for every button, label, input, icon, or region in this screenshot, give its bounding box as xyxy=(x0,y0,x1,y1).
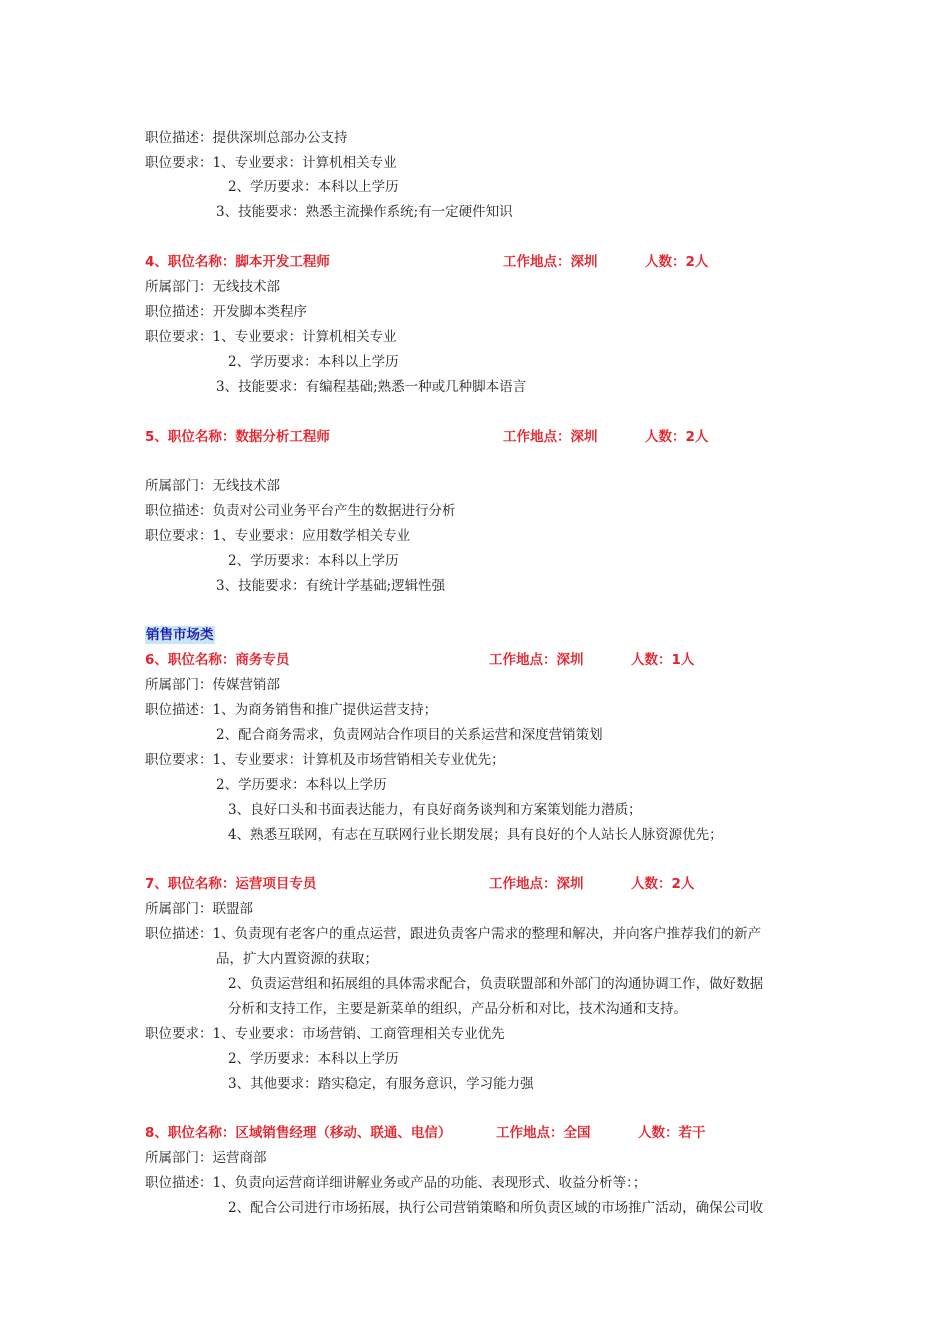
job8-department: 所属部门：运营商部 xyxy=(145,1150,267,1166)
job6-count: 人数：1人 xyxy=(631,652,695,668)
job3-requirement-education: 2、学历要求：本科以上学历 xyxy=(228,179,399,195)
job4-requirement-major: 职位要求：1、专业要求：计算机相关专业 xyxy=(145,329,397,345)
job7-description-1b: 品，扩大内置资源的获取； xyxy=(216,951,378,967)
job7-header xyxy=(145,875,845,893)
job4-title: 4、职位名称：脚本开发工程师 xyxy=(145,254,330,270)
job5-description: 职位描述：负责对公司业务平台产生的数据进行分析 xyxy=(145,503,456,519)
job7-location: 工作地点：深圳 xyxy=(489,876,584,892)
job4-location: 工作地点：深圳 xyxy=(503,254,598,270)
section-title-sales: 销售市场类 xyxy=(146,627,214,643)
job8-description-1: 职位描述：1、负责向运营商详细讲解业务或产品的功能、表现形式、收益分析等：； xyxy=(145,1175,647,1191)
job7-title: 7、职位名称：运营项目专员 xyxy=(145,876,317,892)
job7-description-2a: 2、负责运营组和拓展组的具体需求配合，负责联盟部和外部门的沟通协调工作，做好数据 xyxy=(228,976,764,992)
job5-requirement-education: 2、学历要求：本科以上学历 xyxy=(228,553,399,569)
job4-description: 职位描述：开发脚本类程序 xyxy=(145,304,307,320)
job6-description-2: 2、配合商务需求，负责网站合作项目的关系运营和深度营销策划 xyxy=(216,727,603,743)
job5-location: 工作地点：深圳 xyxy=(503,429,598,445)
job6-requirement-2: 2、学历要求：本科以上学历 xyxy=(216,777,387,793)
job6-requirement-1: 职位要求：1、专业要求：计算机及市场营销相关专业优先； xyxy=(145,752,505,768)
job7-description-2b: 分析和支持工作，主要是新菜单的组织，产品分析和对比，技术沟通和支持。 xyxy=(228,1001,687,1017)
job8-description-2: 2、配合公司进行市场拓展，执行公司营销策略和所负责区域的市场推广活动，确保公司收 xyxy=(228,1200,764,1216)
job6-requirement-4: 4、熟悉互联网，有志在互联网行业长期发展；具有良好的个人站长人脉资源优先； xyxy=(228,827,723,843)
job8-count: 人数：若干 xyxy=(638,1125,706,1141)
job7-description-1a: 职位描述：1、负责现有老客户的重点运营，跟进负责客户需求的整理和解决，并向客户推荐我们的新产 xyxy=(145,926,762,942)
job7-requirement-2: 2、学历要求：本科以上学历 xyxy=(228,1051,399,1067)
job5-header xyxy=(145,428,845,446)
job4-requirement-education: 2、学历要求：本科以上学历 xyxy=(228,354,399,370)
job7-requirement-3: 3、其他要求：踏实稳定，有服务意识，学习能力强 xyxy=(228,1076,534,1092)
job6-department: 所属部门：传媒营销部 xyxy=(145,677,280,693)
job4-count: 人数：2人 xyxy=(645,254,709,270)
job5-department: 所属部门：无线技术部 xyxy=(145,478,280,494)
job7-requirement-1: 职位要求：1、专业要求：市场营销、工商管理相关专业优先 xyxy=(145,1026,505,1042)
job6-description-1: 职位描述：1、为商务销售和推广提供运营支持； xyxy=(145,702,438,718)
job5-count: 人数：2人 xyxy=(645,429,709,445)
job5-title: 5、职位名称：数据分析工程师 xyxy=(145,429,330,445)
job5-requirement-skills: 3、技能要求：有统计学基础;逻辑性强 xyxy=(216,578,446,594)
job7-department: 所属部门：联盟部 xyxy=(145,901,253,917)
job3-requirement-major: 职位要求：1、专业要求：计算机相关专业 xyxy=(145,155,397,171)
job8-header xyxy=(145,1124,845,1142)
job6-title: 6、职位名称：商务专员 xyxy=(145,652,290,668)
job4-department: 所属部门：无线技术部 xyxy=(145,279,280,295)
job3-requirement-skills: 3、技能要求：熟悉主流操作系统;有一定硬件知识 xyxy=(216,204,513,220)
job4-header xyxy=(145,253,845,271)
job6-requirement-3: 3、良好口头和书面表达能力，有良好商务谈判和方案策划能力潜质； xyxy=(228,802,642,818)
job6-header xyxy=(145,651,845,669)
job7-count: 人数：2人 xyxy=(631,876,695,892)
job3-description: 职位描述：提供深圳总部办公支持 xyxy=(145,130,348,146)
job5-requirement-major: 职位要求：1、专业要求：应用数学相关专业 xyxy=(145,528,411,544)
job8-location: 工作地点：全国 xyxy=(496,1125,591,1141)
job6-location: 工作地点：深圳 xyxy=(489,652,584,668)
job4-requirement-skills: 3、技能要求：有编程基础;熟悉一种或几种脚本语言 xyxy=(216,379,527,395)
job8-title: 8、职位名称：区域销售经理（移动、联通、电信） xyxy=(145,1125,452,1141)
